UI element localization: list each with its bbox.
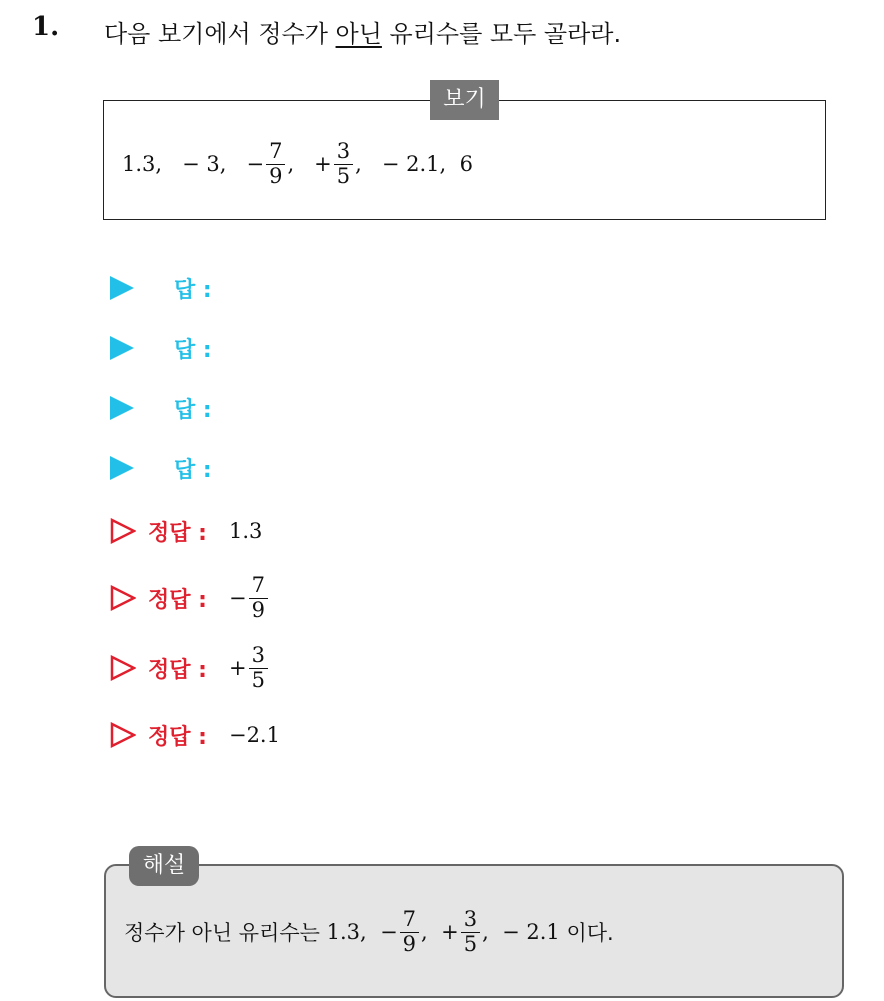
answer-row[interactable]: [110, 390, 212, 426]
question-text: [104, 14, 621, 49]
fraction-numerator: 7: [249, 574, 268, 598]
fraction-numerator: 7: [266, 140, 285, 164]
explanation-title: 해설: [129, 846, 199, 886]
fraction-numerator: 3: [461, 908, 480, 932]
question-text-before: 다음 보기에서 정수가: [104, 20, 336, 48]
correct-fraction: [249, 574, 268, 621]
fraction-denominator: 9: [269, 163, 283, 188]
correct-label: 정답 :: [148, 724, 207, 750]
explanation-fraction: [400, 908, 419, 955]
bogi-fraction: [334, 140, 353, 187]
triangle-filled-icon: [110, 396, 134, 420]
bogi-item: 1.3,: [122, 152, 163, 176]
fraction-numerator: 7: [400, 908, 419, 932]
fraction-denominator: 5: [251, 667, 265, 692]
correct-answer-row: [110, 636, 270, 700]
explanation-text-after: 이다.: [566, 921, 614, 945]
correct-value: −2.1: [228, 723, 280, 747]
correct-value: 1.3: [228, 519, 263, 543]
triangle-outline-icon: [110, 585, 136, 611]
correct-label: 정답 :: [148, 587, 207, 613]
bogi-content: [122, 134, 473, 194]
correct-label: 정답 :: [148, 520, 207, 546]
correct-answer-row: [110, 716, 280, 754]
explanation-comma: ,: [421, 920, 428, 944]
correct-answer-row: [110, 566, 270, 630]
fraction-numerator: 3: [334, 140, 353, 164]
fraction-sign: +: [228, 656, 247, 680]
bogi-item: 6: [459, 152, 473, 176]
fraction-denominator: 5: [336, 163, 351, 188]
correct-fraction: [249, 644, 268, 691]
fraction-sign: −: [228, 586, 247, 610]
correct-label: 정답 :: [148, 657, 207, 683]
answer-row[interactable]: [110, 450, 212, 486]
bogi-item: − 3,: [182, 152, 227, 176]
explanation-text-before: 정수가 아닌 유리수는: [124, 921, 320, 945]
triangle-filled-icon: [110, 276, 134, 300]
explanation-comma: ,: [482, 920, 489, 944]
explanation-value: 1.3,: [326, 920, 367, 944]
fraction-numerator: 3: [249, 644, 268, 668]
explanation-sign: +: [441, 920, 459, 944]
explanation-content: [124, 902, 614, 962]
fraction-denominator: 5: [463, 931, 478, 956]
bogi-comma: ,: [355, 152, 362, 176]
correct-value: [229, 574, 270, 621]
answer-row[interactable]: [110, 330, 212, 366]
explanation-value: − 2.1: [502, 920, 560, 944]
bogi-item-sign: +: [314, 152, 332, 176]
correct-value: [229, 644, 270, 691]
answer-label: 답 :: [174, 337, 212, 363]
answer-label: 답 :: [174, 457, 212, 483]
fraction-denominator: 9: [402, 931, 417, 956]
explanation-sign: −: [380, 920, 398, 944]
triangle-outline-icon: [110, 722, 136, 748]
answer-label: 답 :: [174, 277, 212, 303]
bogi-item: − 2.1,: [381, 152, 447, 176]
bogi-comma: ,: [287, 152, 295, 176]
question-number: 1.: [32, 12, 60, 42]
answer-label: 답 :: [174, 397, 212, 423]
answer-row[interactable]: [110, 270, 212, 306]
bogi-item-sign: −: [246, 152, 265, 176]
bogi-fraction: [266, 140, 285, 187]
question-text-after: 유리수를 모두 골라라.: [381, 20, 622, 48]
triangle-outline-icon: [110, 518, 136, 544]
correct-answer-row: [110, 512, 262, 550]
triangle-filled-icon: [110, 456, 134, 480]
explanation-fraction: [461, 908, 480, 955]
triangle-filled-icon: [110, 336, 134, 360]
bogi-title: 보기: [430, 80, 499, 120]
fraction-denominator: 9: [251, 597, 265, 622]
triangle-outline-icon: [110, 655, 136, 681]
question-text-underlined: 아닌: [335, 20, 382, 48]
